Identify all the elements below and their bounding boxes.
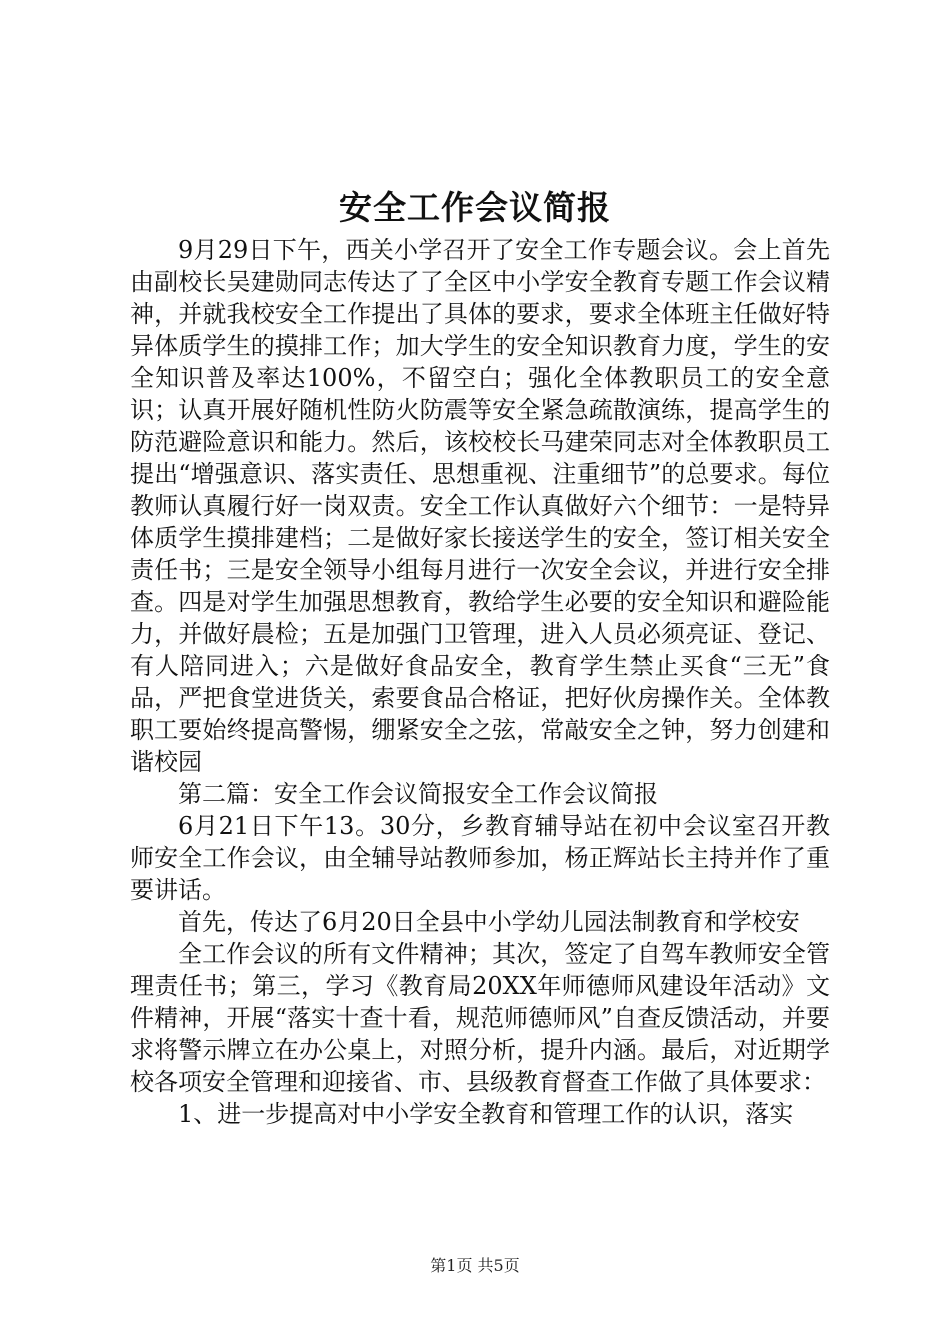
- paragraph-section-two-heading: 第二篇：安全工作会议简报安全工作会议简报: [178, 780, 658, 808]
- document-body: [130, 234, 830, 1130]
- paragraph-first-item: 首先，传达了6月20日全县中小学幼儿园法制教育和学校安: [178, 908, 800, 936]
- paragraph-meeting-summary: 9月29日下午，西关小学召开了安全工作专题会议。会上首先由副校长吴建勋同志传达了了全区中小学安全教育专题工作会议精神，并就我校安全工作提出了具体的要求，要求全体班主任做好特异体质学生的摸排工作；加大学生的安全知识教育力度，学生的安全知识普及率达100%，不留空白；强化全体教职员工的安全意识；认真开展好随机性防火防震等安全紧急疏散演练，提高学生的防范避险意识和能力。然后，该校校长马建荣同志对全体教职员工提出“增强意识、落实责任、思想重视、注重细节”的总要求。每位教师认真履行好一岗双责。安全工作认真做好六个细节：一是特异体质学生摸排建档；二是做好家长接送学生的安全，签订相关安全责任书；三是安全领导小组每月进行一次安全会议，并进行安全排查。四是对学生加强思想教育，教给学生必要的安全知识和避险能力，并做好晨检；五是加强门卫管理，进入人员必须亮证、登记、有人陪同进入；六是做好食品安全，教育学生禁止买食“三无”食品，严把食堂进货关，索要食品合格证，把好伙房操作关。全体教职工要始终提高警惕，绷紧安全之弦，常敲安全之钟，努力创建和谐校园: [130, 236, 830, 776]
- paragraph-numbered-item-1: 1、进一步提高对中小学安全教育和管理工作的认识，落实: [178, 1100, 794, 1128]
- paragraph-june-meeting: 6月21日下午13。30分，乡教育辅导站在初中会议室召开教师安全工作会议，由全辅导站教师参加，杨正辉站长主持并作了重要讲话。: [130, 812, 830, 904]
- page-number-footer: 第1页 共5页: [430, 1256, 520, 1275]
- paragraph-continued-items: 全工作会议的所有文件精神；其次，签定了自驾车教师安全管理责任书；第三，学习《教育局20XX年师德师风建设年活动》文件精神，开展“落实十查十看，规范师德师风”自查反馈活动，并要求将警示牌立在办公桌上，对照分析，提升内涵。最后，对近期学校各项安全管理和迎接省、市、县级教育督查工作做了具体要求：: [130, 940, 830, 1096]
- document-title: 安全工作会议简报: [339, 188, 611, 227]
